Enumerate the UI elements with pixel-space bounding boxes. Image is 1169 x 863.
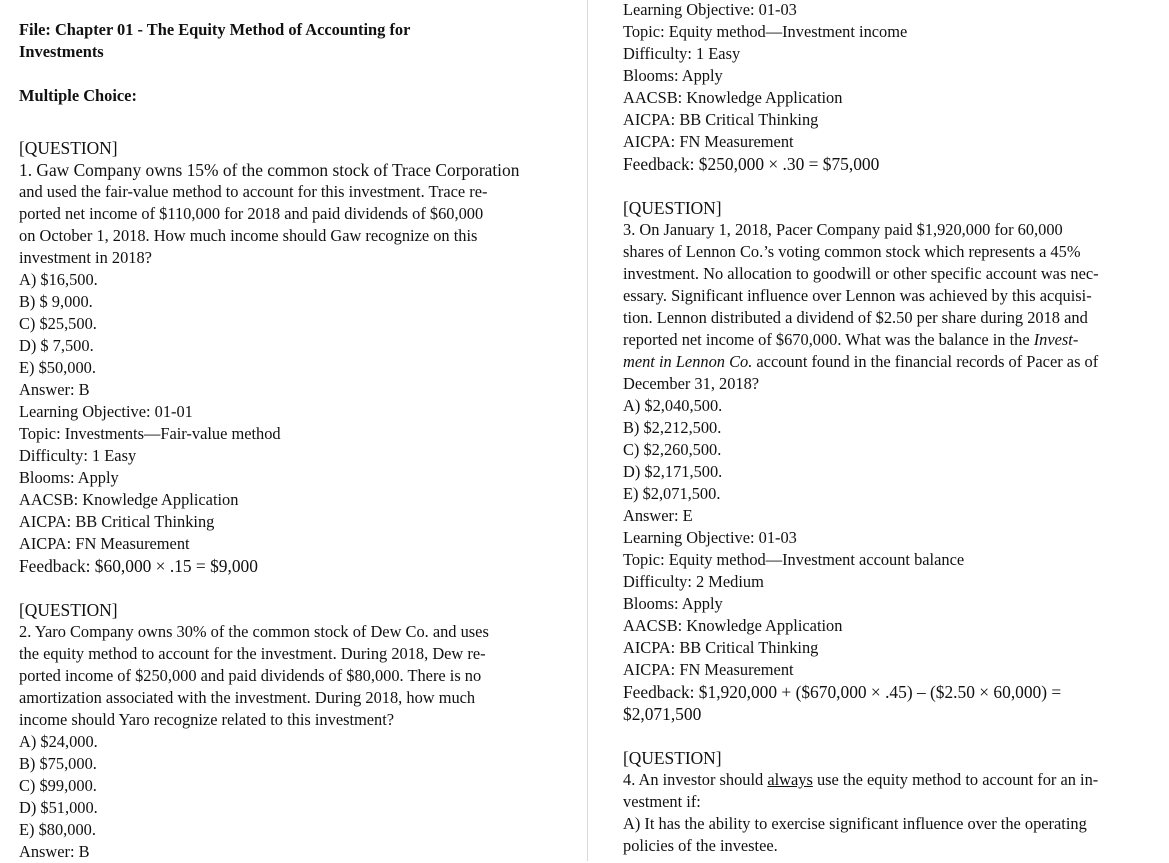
blooms: Blooms: Apply bbox=[623, 594, 723, 613]
aicpa-bb: AICPA: BB Critical Thinking bbox=[623, 110, 819, 129]
file-header-line2: Investments bbox=[19, 42, 104, 61]
option-d: D) $51,000. bbox=[19, 798, 98, 817]
question-stem-line: on October 1, 2018. How much income should Gaw recognize on this bbox=[19, 226, 478, 245]
file-header-line1: File: Chapter 01 - The Equity Method of Accounting for bbox=[19, 20, 411, 39]
question-stem-line: 1. Gaw Company owns 15% of the common stock of Trace Corporation bbox=[19, 160, 520, 180]
answer: Answer: B bbox=[19, 842, 90, 861]
question-stem-line: 2. Yaro Company owns 30% of the common stock of Dew Co. and uses bbox=[19, 622, 489, 641]
question-3 bbox=[623, 197, 1163, 725]
question-tag: [QUESTION] bbox=[19, 600, 118, 620]
emphasis-underlined: always bbox=[767, 770, 813, 789]
learning-objective: Learning Objective: 01-03 bbox=[623, 528, 797, 547]
option-a: A) $24,000. bbox=[19, 732, 98, 751]
question-stem-line: income should Yaro recognize related to this investment? bbox=[19, 710, 395, 729]
option-b: B) $ 9,000. bbox=[19, 292, 93, 311]
option-e: E) $80,000. bbox=[19, 820, 96, 839]
difficulty: Difficulty: 1 Easy bbox=[623, 44, 741, 63]
blooms: Blooms: Apply bbox=[623, 66, 723, 85]
aacsb: AACSB: Knowledge Application bbox=[623, 616, 843, 635]
question-stem-line bbox=[623, 351, 1163, 373]
feedback: Feedback: $60,000 × .15 = $9,000 bbox=[19, 556, 258, 576]
topic: Topic: Investments—Fair-value method bbox=[19, 424, 281, 443]
question-4 bbox=[623, 747, 1163, 857]
option-d: D) $ 7,500. bbox=[19, 336, 94, 355]
feedback-line1: Feedback: $1,920,000 + ($670,000 × .45) – ($2.50 × 60,000) = bbox=[623, 682, 1062, 702]
column-divider bbox=[587, 0, 588, 861]
question-stem-line: investment in 2018? bbox=[19, 248, 152, 267]
option-a: A) $2,040,500. bbox=[623, 396, 723, 415]
feedback-line2: $2,071,500 bbox=[623, 704, 702, 724]
option-d: D) $2,171,500. bbox=[623, 462, 723, 481]
option-a-line2: policies of the investee. bbox=[623, 836, 778, 855]
question-tag: [QUESTION] bbox=[623, 748, 722, 768]
stem-text: account found in the financial records of Pacer as of bbox=[752, 352, 1099, 371]
option-a: A) $16,500. bbox=[19, 270, 98, 289]
option-b: B) $75,000. bbox=[19, 754, 97, 773]
question-stem-line: the equity method to account for the investment. During 2018, Dew re- bbox=[19, 644, 486, 663]
blooms: Blooms: Apply bbox=[19, 468, 119, 487]
difficulty: Difficulty: 1 Easy bbox=[19, 446, 137, 465]
section-title: Multiple Choice: bbox=[19, 86, 137, 105]
option-c: C) $2,260,500. bbox=[623, 440, 722, 459]
question-tag: [QUESTION] bbox=[623, 198, 722, 218]
question-stem-line: and used the fair-value method to account for this investment. Trace re- bbox=[19, 182, 488, 201]
aicpa-fn: AICPA: FN Measurement bbox=[623, 132, 794, 151]
question-stem-line: shares of Lennon Co.’s voting common stock which represents a 45% bbox=[623, 242, 1081, 261]
stem-text: reported net income of $670,000. What was the balance in the bbox=[623, 330, 1030, 349]
aicpa-fn: AICPA: FN Measurement bbox=[623, 660, 794, 679]
option-e: E) $50,000. bbox=[19, 358, 96, 377]
option-c: C) $25,500. bbox=[19, 314, 97, 333]
account-name-italic: Invest- bbox=[1033, 330, 1079, 349]
topic: Topic: Equity method—Investment income bbox=[623, 22, 908, 41]
question-stem-line: essary. Significant influence over Lennon was achieved by this acquisi- bbox=[623, 286, 1092, 305]
question-stem-line: ported net income of $110,000 for 2018 and paid dividends of $60,000 bbox=[19, 204, 484, 223]
question-stem-line: 3. On January 1, 2018, Pacer Company paid $1,920,000 for 60,000 bbox=[623, 220, 1063, 239]
left-column bbox=[19, 0, 564, 863]
aicpa-bb: AICPA: BB Critical Thinking bbox=[19, 512, 215, 531]
difficulty: Difficulty: 2 Medium bbox=[623, 572, 764, 591]
option-e: E) $2,071,500. bbox=[623, 484, 721, 503]
aacsb: AACSB: Knowledge Application bbox=[623, 88, 843, 107]
answer: Answer: E bbox=[623, 506, 693, 525]
account-name-italic: ment in Lennon Co. bbox=[623, 352, 753, 371]
question-stem-line: ported income of $250,000 and paid dividends of $80,000. There is no bbox=[19, 666, 482, 685]
question-stem-line: vestment if: bbox=[623, 792, 701, 811]
question-2-continued bbox=[623, 0, 1163, 175]
right-column bbox=[623, 0, 1163, 857]
question-stem-line: amortization associated with the investment. During 2018, how much bbox=[19, 688, 476, 707]
learning-objective: Learning Objective: 01-03 bbox=[623, 0, 797, 19]
question-1 bbox=[19, 137, 564, 577]
option-b: B) $2,212,500. bbox=[623, 418, 722, 437]
stem-text: use the equity method to account for an in- bbox=[812, 770, 1099, 789]
topic: Topic: Equity method—Investment account balance bbox=[623, 550, 965, 569]
aicpa-bb: AICPA: BB Critical Thinking bbox=[623, 638, 819, 657]
option-a-line1: A) It has the ability to exercise significant influence over the operating bbox=[623, 814, 1087, 833]
question-stem-line: investment. No allocation to goodwill or other specific account was nec- bbox=[623, 264, 1099, 283]
question-stem-line: tion. Lennon distributed a dividend of $2.50 per share during 2018 and bbox=[623, 308, 1088, 327]
learning-objective: Learning Objective: 01-01 bbox=[19, 402, 193, 421]
feedback: Feedback: $250,000 × .30 = $75,000 bbox=[623, 154, 880, 174]
aacsb: AACSB: Knowledge Application bbox=[19, 490, 239, 509]
aicpa-fn: AICPA: FN Measurement bbox=[19, 534, 190, 553]
option-c: C) $99,000. bbox=[19, 776, 97, 795]
question-stem-line bbox=[623, 769, 1163, 791]
question-stem-line bbox=[623, 329, 1163, 351]
question-2 bbox=[19, 599, 564, 863]
answer: Answer: B bbox=[19, 380, 90, 399]
stem-text: 4. An investor should bbox=[623, 770, 768, 789]
question-stem-line: December 31, 2018? bbox=[623, 374, 760, 393]
question-tag: [QUESTION] bbox=[19, 138, 118, 158]
